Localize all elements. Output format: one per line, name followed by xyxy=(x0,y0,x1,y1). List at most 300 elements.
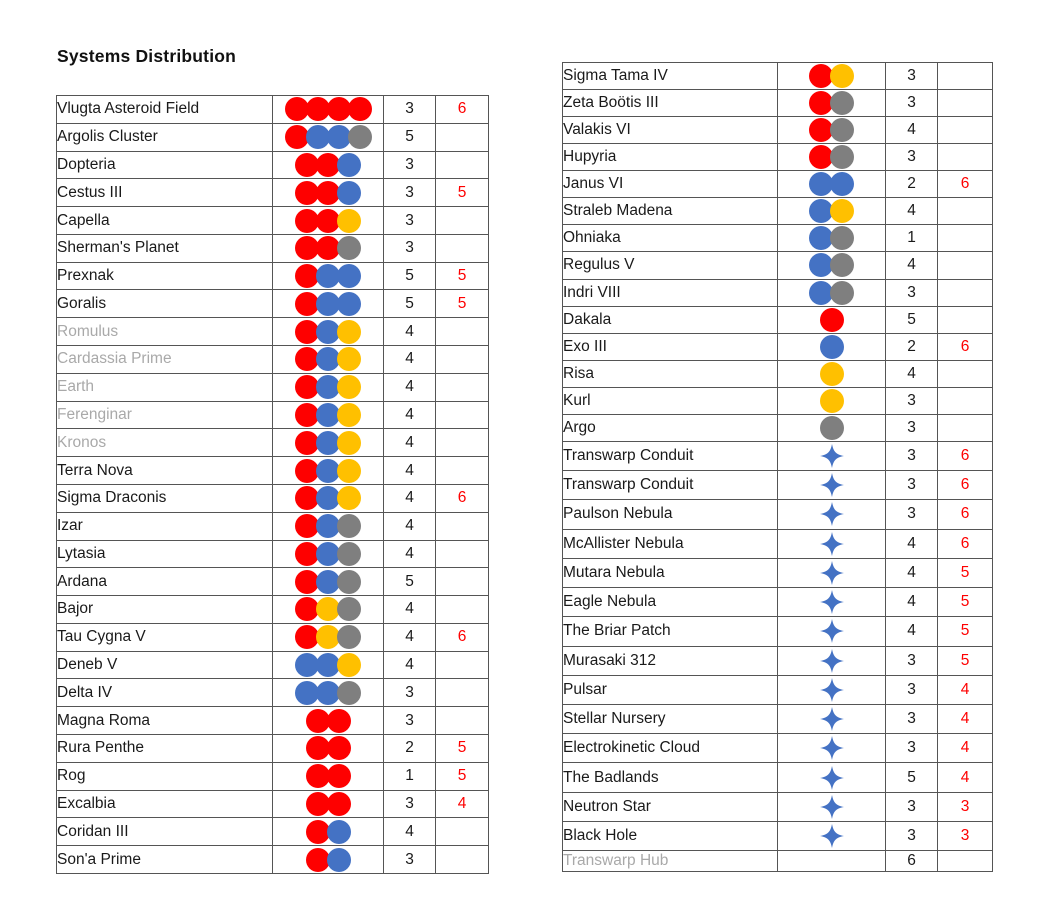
alert-value-cell xyxy=(436,651,489,679)
value-cell: 4 xyxy=(886,588,938,617)
table-row xyxy=(563,763,993,792)
page-title: Systems Distribution xyxy=(57,46,237,66)
alert-value-cell xyxy=(436,346,489,374)
alert-value-cell xyxy=(938,90,993,117)
value-cell: 4 xyxy=(384,651,436,679)
gray-dot-icon xyxy=(337,570,361,594)
system-name: McAllister Nebula xyxy=(563,529,778,558)
value-cell: 4 xyxy=(384,623,436,651)
yellow-dot-icon xyxy=(337,459,361,483)
system-name: Pulsar xyxy=(563,675,778,704)
gray-dot-icon xyxy=(337,597,361,621)
value-cell: 4 xyxy=(886,360,938,387)
system-name: Sherman's Planet xyxy=(57,234,273,262)
alert-value-cell: 4 xyxy=(938,734,993,763)
alert-value-cell: 6 xyxy=(938,171,993,198)
alert-value-cell: 3 xyxy=(938,792,993,821)
alert-value-cell xyxy=(436,151,489,179)
table-row xyxy=(57,457,489,485)
gray-dot-icon xyxy=(830,253,854,277)
icons-cell xyxy=(273,512,384,540)
icons-cell xyxy=(273,401,384,429)
alert-value-cell xyxy=(436,818,489,846)
yellow-dot-icon xyxy=(337,403,361,427)
yellow-dot-icon xyxy=(337,320,361,344)
alert-value-cell: 6 xyxy=(436,96,489,124)
alert-value-cell: 4 xyxy=(938,675,993,704)
red-dot-icon xyxy=(306,792,330,816)
alert-value-cell xyxy=(436,512,489,540)
table-row xyxy=(57,318,489,346)
value-cell: 1 xyxy=(384,762,436,790)
table-row xyxy=(563,500,993,529)
alert-value-cell: 4 xyxy=(938,763,993,792)
value-cell: 3 xyxy=(384,707,436,735)
blue-dot-icon xyxy=(337,292,361,316)
table-row xyxy=(563,792,993,821)
icons-cell xyxy=(273,123,384,151)
alert-value-cell xyxy=(938,360,993,387)
alert-value-cell: 4 xyxy=(436,790,489,818)
yellow-dot-icon xyxy=(820,389,844,413)
system-name: Earth xyxy=(57,373,273,401)
blue-dot-icon xyxy=(306,125,330,149)
system-name: Cardassia Prime xyxy=(57,346,273,374)
system-name: Lytasia xyxy=(57,540,273,568)
icons-cell xyxy=(778,441,886,470)
value-cell: 6 xyxy=(886,851,938,872)
star-icon xyxy=(819,765,845,791)
alert-value-cell: 6 xyxy=(938,471,993,500)
icons-cell xyxy=(778,734,886,763)
table-row xyxy=(563,704,993,733)
value-cell: 2 xyxy=(886,333,938,360)
alert-value-cell xyxy=(436,568,489,596)
table-row xyxy=(57,151,489,179)
system-name: Neutron Star xyxy=(563,792,778,821)
alert-value-cell: 6 xyxy=(938,333,993,360)
star-icon xyxy=(819,648,845,674)
system-name: Murasaki 312 xyxy=(563,646,778,675)
alert-value-cell: 5 xyxy=(436,734,489,762)
system-name: Tau Cygna V xyxy=(57,623,273,651)
value-cell: 4 xyxy=(384,401,436,429)
system-name: Straleb Madena xyxy=(563,198,778,225)
value-cell: 3 xyxy=(886,144,938,171)
value-cell: 3 xyxy=(384,96,436,124)
icons-cell xyxy=(778,144,886,171)
yellow-dot-icon xyxy=(830,64,854,88)
icons-cell xyxy=(778,821,886,850)
value-cell: 5 xyxy=(384,290,436,318)
table-row xyxy=(57,568,489,596)
icons-cell xyxy=(273,623,384,651)
table-row xyxy=(57,401,489,429)
icons-cell xyxy=(273,262,384,290)
table-row xyxy=(57,762,489,790)
value-cell: 4 xyxy=(384,429,436,457)
alert-value-cell xyxy=(938,225,993,252)
icons-cell xyxy=(273,179,384,207)
gray-dot-icon xyxy=(830,145,854,169)
alert-value-cell: 5 xyxy=(436,290,489,318)
icons-cell xyxy=(778,225,886,252)
value-cell: 1 xyxy=(886,225,938,252)
system-name: Sigma Tama IV xyxy=(563,63,778,90)
gray-dot-icon xyxy=(337,236,361,260)
system-name: Romulus xyxy=(57,318,273,346)
system-name: Son'a Prime xyxy=(57,846,273,874)
alert-value-cell: 5 xyxy=(436,179,489,207)
icons-cell xyxy=(273,540,384,568)
icons-cell xyxy=(273,651,384,679)
star-icon xyxy=(819,794,845,820)
system-name: Deneb V xyxy=(57,651,273,679)
red-dot-icon xyxy=(306,736,330,760)
value-cell: 4 xyxy=(384,346,436,374)
icons-cell xyxy=(778,763,886,792)
icons-cell xyxy=(778,851,886,872)
alert-value-cell xyxy=(938,117,993,144)
gray-dot-icon xyxy=(337,542,361,566)
value-cell: 3 xyxy=(886,734,938,763)
yellow-dot-icon xyxy=(337,347,361,371)
gray-dot-icon xyxy=(337,681,361,705)
table-row xyxy=(57,679,489,707)
icons-cell xyxy=(778,675,886,704)
value-cell: 3 xyxy=(886,279,938,306)
icons-cell xyxy=(273,429,384,457)
star-icon xyxy=(819,589,845,615)
system-name: Terra Nova xyxy=(57,457,273,485)
table-row xyxy=(563,225,993,252)
icons-cell xyxy=(778,198,886,225)
alert-value-cell: 6 xyxy=(938,500,993,529)
table-row xyxy=(563,279,993,306)
alert-value-cell: 5 xyxy=(938,588,993,617)
table-row xyxy=(57,734,489,762)
icons-cell xyxy=(273,846,384,874)
table-row xyxy=(57,234,489,262)
table-row xyxy=(57,373,489,401)
value-cell: 3 xyxy=(886,821,938,850)
system-name: Risa xyxy=(563,360,778,387)
star-icon xyxy=(819,823,845,849)
alert-value-cell xyxy=(436,401,489,429)
system-name: Izar xyxy=(57,512,273,540)
system-name: Ferenginar xyxy=(57,401,273,429)
system-name: Ohniaka xyxy=(563,225,778,252)
alert-value-cell: 6 xyxy=(938,529,993,558)
blue-dot-icon xyxy=(337,264,361,288)
alert-value-cell: 5 xyxy=(938,558,993,587)
table-row xyxy=(57,790,489,818)
star-icon xyxy=(819,472,845,498)
value-cell: 3 xyxy=(384,234,436,262)
alert-value-cell: 6 xyxy=(436,623,489,651)
icons-cell xyxy=(778,471,886,500)
system-name: Eagle Nebula xyxy=(563,588,778,617)
table-row xyxy=(563,90,993,117)
value-cell: 3 xyxy=(886,63,938,90)
red-dot-icon xyxy=(306,820,330,844)
table-row xyxy=(563,734,993,763)
alert-value-cell xyxy=(436,596,489,624)
system-name: The Badlands xyxy=(563,763,778,792)
value-cell: 4 xyxy=(886,198,938,225)
star-icon xyxy=(819,501,845,527)
alert-value-cell xyxy=(436,679,489,707)
red-dot-icon xyxy=(820,308,844,332)
alert-value-cell xyxy=(436,429,489,457)
table-row xyxy=(563,333,993,360)
system-name: Argo xyxy=(563,414,778,441)
red-dot-icon xyxy=(306,764,330,788)
icons-cell xyxy=(778,90,886,117)
star-icon xyxy=(819,443,845,469)
table-row xyxy=(57,596,489,624)
yellow-dot-icon xyxy=(337,375,361,399)
star-icon xyxy=(819,735,845,761)
alert-value-cell xyxy=(436,707,489,735)
gray-dot-icon xyxy=(830,226,854,250)
value-cell: 3 xyxy=(384,846,436,874)
value-cell: 4 xyxy=(384,512,436,540)
alert-value-cell: 4 xyxy=(938,704,993,733)
icons-cell xyxy=(273,596,384,624)
icons-cell xyxy=(778,387,886,414)
icons-cell xyxy=(273,207,384,235)
value-cell: 5 xyxy=(384,568,436,596)
value-cell: 4 xyxy=(886,117,938,144)
red-dot-icon xyxy=(285,125,309,149)
table-row xyxy=(563,588,993,617)
value-cell: 4 xyxy=(384,540,436,568)
system-name: Indri VIII xyxy=(563,279,778,306)
value-cell: 5 xyxy=(384,123,436,151)
icons-cell xyxy=(273,346,384,374)
red-dot-icon xyxy=(327,709,351,733)
gray-dot-icon xyxy=(830,91,854,115)
value-cell: 3 xyxy=(886,471,938,500)
value-cell: 4 xyxy=(886,529,938,558)
star-icon xyxy=(819,677,845,703)
system-name: Stellar Nursery xyxy=(563,704,778,733)
table-row xyxy=(57,540,489,568)
system-name: Kronos xyxy=(57,429,273,457)
value-cell: 3 xyxy=(886,675,938,704)
systems-table-left xyxy=(56,95,489,874)
system-name: Bajor xyxy=(57,596,273,624)
value-cell: 4 xyxy=(384,318,436,346)
alert-value-cell xyxy=(938,387,993,414)
blue-dot-icon xyxy=(820,335,844,359)
value-cell: 3 xyxy=(886,792,938,821)
red-dot-icon xyxy=(348,97,372,121)
table-row xyxy=(563,821,993,850)
system-name: Goralis xyxy=(57,290,273,318)
value-cell: 4 xyxy=(886,252,938,279)
system-name: Zeta Boötis III xyxy=(563,90,778,117)
icons-cell xyxy=(778,588,886,617)
blue-dot-icon xyxy=(337,181,361,205)
system-name: Paulson Nebula xyxy=(563,500,778,529)
yellow-dot-icon xyxy=(830,199,854,223)
icons-cell xyxy=(778,117,886,144)
system-name: Coridan III xyxy=(57,818,273,846)
yellow-dot-icon xyxy=(337,431,361,455)
table-row xyxy=(563,144,993,171)
table-row xyxy=(563,387,993,414)
system-name: Rog xyxy=(57,762,273,790)
system-name: Argolis Cluster xyxy=(57,123,273,151)
value-cell: 4 xyxy=(384,457,436,485)
icons-cell xyxy=(778,306,886,333)
system-name: Sigma Draconis xyxy=(57,484,273,512)
value-cell: 3 xyxy=(886,646,938,675)
icons-cell xyxy=(778,252,886,279)
alert-value-cell: 5 xyxy=(436,262,489,290)
alert-value-cell xyxy=(436,207,489,235)
system-name: Black Hole xyxy=(563,821,778,850)
icons-cell xyxy=(778,529,886,558)
table-row xyxy=(57,651,489,679)
value-cell: 3 xyxy=(886,500,938,529)
icons-cell xyxy=(273,373,384,401)
icons-cell xyxy=(273,290,384,318)
table-row xyxy=(563,252,993,279)
alert-value-cell xyxy=(938,306,993,333)
alert-value-cell: 5 xyxy=(436,762,489,790)
table-row xyxy=(563,441,993,470)
red-dot-icon xyxy=(306,97,330,121)
system-name: Prexnak xyxy=(57,262,273,290)
icons-cell xyxy=(778,279,886,306)
alert-value-cell xyxy=(938,63,993,90)
alert-value-cell xyxy=(938,414,993,441)
icons-cell xyxy=(778,414,886,441)
blue-dot-icon xyxy=(830,172,854,196)
icons-cell xyxy=(273,151,384,179)
red-dot-icon xyxy=(306,848,330,872)
system-name: Kurl xyxy=(563,387,778,414)
icons-cell xyxy=(778,558,886,587)
alert-value-cell xyxy=(436,318,489,346)
gray-dot-icon xyxy=(830,281,854,305)
table-row xyxy=(57,96,489,124)
value-cell: 4 xyxy=(886,558,938,587)
system-name: The Briar Patch xyxy=(563,617,778,646)
system-name: Ardana xyxy=(57,568,273,596)
value-cell: 4 xyxy=(384,373,436,401)
table-row xyxy=(57,818,489,846)
icons-cell xyxy=(273,734,384,762)
red-dot-icon xyxy=(285,97,309,121)
value-cell: 3 xyxy=(886,90,938,117)
system-name: Exo III xyxy=(563,333,778,360)
table-row xyxy=(57,429,489,457)
red-dot-icon xyxy=(327,736,351,760)
system-name: Magna Roma xyxy=(57,707,273,735)
value-cell: 3 xyxy=(886,704,938,733)
blue-dot-icon xyxy=(327,848,351,872)
icons-cell xyxy=(778,360,886,387)
red-dot-icon xyxy=(327,97,351,121)
icons-cell xyxy=(273,318,384,346)
icons-cell xyxy=(273,762,384,790)
system-name: Regulus V xyxy=(563,252,778,279)
system-name: Vlugta Asteroid Field xyxy=(57,96,273,124)
alert-value-cell: 5 xyxy=(938,646,993,675)
gray-dot-icon xyxy=(337,625,361,649)
value-cell: 4 xyxy=(384,484,436,512)
alert-value-cell: 5 xyxy=(938,617,993,646)
system-name: Transwarp Conduit xyxy=(563,471,778,500)
value-cell: 3 xyxy=(886,441,938,470)
value-cell: 5 xyxy=(384,262,436,290)
table-row xyxy=(563,851,993,872)
table-row xyxy=(563,558,993,587)
system-name: Dopteria xyxy=(57,151,273,179)
table-row xyxy=(563,360,993,387)
icons-cell xyxy=(273,707,384,735)
icons-cell xyxy=(778,333,886,360)
system-name: Electrokinetic Cloud xyxy=(563,734,778,763)
icons-cell xyxy=(778,63,886,90)
table-row xyxy=(57,262,489,290)
blue-dot-icon xyxy=(327,125,351,149)
star-icon xyxy=(819,531,845,557)
icons-cell xyxy=(778,171,886,198)
alert-value-cell xyxy=(436,457,489,485)
yellow-dot-icon xyxy=(337,209,361,233)
value-cell: 2 xyxy=(886,171,938,198)
icons-cell xyxy=(778,646,886,675)
icons-cell xyxy=(273,679,384,707)
icons-cell xyxy=(273,96,384,124)
table-row xyxy=(57,484,489,512)
alert-value-cell xyxy=(436,234,489,262)
value-cell: 2 xyxy=(384,734,436,762)
alert-value-cell xyxy=(938,198,993,225)
table-row xyxy=(57,512,489,540)
table-row xyxy=(57,846,489,874)
system-name: Capella xyxy=(57,207,273,235)
alert-value-cell: 3 xyxy=(938,821,993,850)
system-name: Dakala xyxy=(563,306,778,333)
yellow-dot-icon xyxy=(337,486,361,510)
alert-value-cell xyxy=(938,279,993,306)
alert-value-cell xyxy=(436,540,489,568)
table-row xyxy=(563,117,993,144)
star-icon xyxy=(819,706,845,732)
alert-value-cell xyxy=(938,144,993,171)
system-name: Excalbia xyxy=(57,790,273,818)
star-icon xyxy=(819,560,845,586)
value-cell: 4 xyxy=(384,596,436,624)
alert-value-cell: 6 xyxy=(938,441,993,470)
value-cell: 3 xyxy=(384,207,436,235)
icons-cell xyxy=(778,792,886,821)
table-row xyxy=(563,646,993,675)
system-name: Delta IV xyxy=(57,679,273,707)
alert-value-cell xyxy=(938,851,993,872)
table-row xyxy=(57,623,489,651)
value-cell: 3 xyxy=(886,414,938,441)
star-icon xyxy=(819,618,845,644)
table-row xyxy=(563,617,993,646)
table-row xyxy=(563,198,993,225)
